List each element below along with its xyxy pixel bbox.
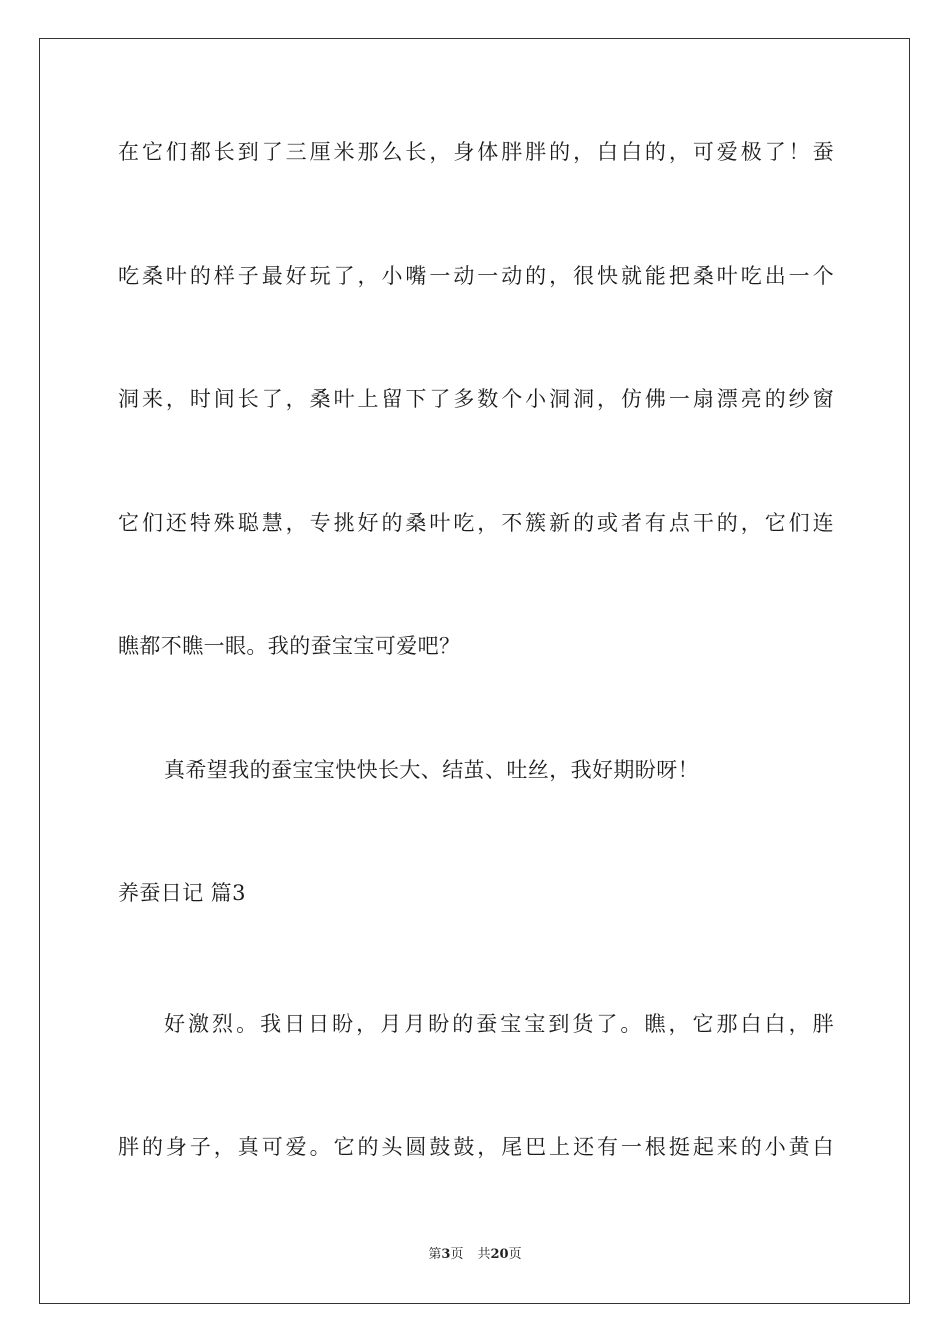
page-prefix: 第 <box>428 1247 442 1262</box>
body-line-8: 胖的身子，真可爱。它的头圆鼓鼓，尾巴上还有一根挺起来的小黄白 <box>118 1135 834 1159</box>
body-line-7: 好激烈。我日日盼，月月盼的蚕宝宝到货了。瞧，它那白白，胖 <box>164 1012 834 1036</box>
total-pages: 20 <box>490 1247 509 1262</box>
page-border <box>39 38 910 1304</box>
total-suffix: 页 <box>508 1247 522 1262</box>
page-suffix: 页 <box>450 1247 464 1262</box>
body-line-2: 吃桑叶的样子最好玩了，小嘴一动一动的，很快就能把桑叶吃出一个 <box>118 264 834 288</box>
body-line-3: 洞来，时间长了，桑叶上留下了多数个小洞洞，仿佛一扇漂亮的纱窗 <box>118 387 834 411</box>
body-line-4: 它们还特殊聪慧，专挑好的桑叶吃，不簇新的或者有点干的，它们连 <box>118 511 834 535</box>
body-line-1: 在它们都长到了三厘米那么长，身体胖胖的，白白的，可爱极了！蚕 <box>118 140 834 164</box>
total-prefix: 共 <box>477 1247 491 1262</box>
page-footer <box>0 1246 950 1264</box>
body-line-5: 瞧都不瞧一眼。我的蚕宝宝可爱吧？ <box>118 634 461 658</box>
section-heading: 养蚕日记 篇3 <box>118 881 246 905</box>
body-line-6: 真希望我的蚕宝宝快快长大、结茧、吐丝，我好期盼呀！ <box>164 758 699 782</box>
page-number: 3 <box>441 1247 451 1262</box>
